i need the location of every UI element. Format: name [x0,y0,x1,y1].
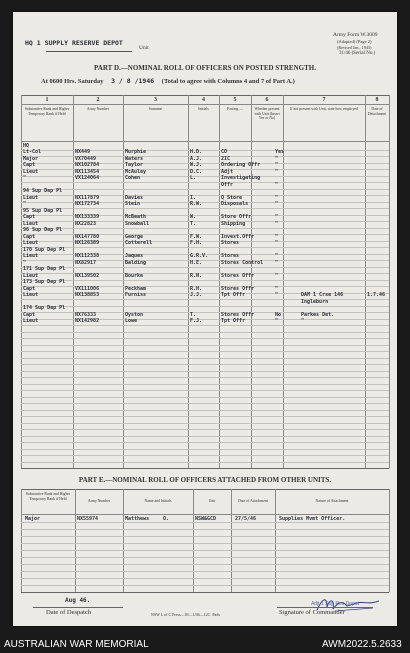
ruled-line [21,529,389,530]
unit-name: HQ 1 SUPPLY RESERVE DEPOT [25,39,123,47]
ruled-line [21,429,389,430]
table-cell-pres: " [275,285,279,292]
table-cell-pres: " [275,214,279,220]
column-number: 1 [45,97,49,103]
table-cell-date: 1.7.46 [367,292,386,298]
table-cell-rank: Capt [23,285,36,292]
table-cell-num: NX113454 [75,168,100,175]
header-bottom-rule [21,141,389,142]
part-e-column-header: Date of Attachment [238,499,268,503]
table-cell-post: Ordering Offr [221,162,261,168]
table-cell-init: H.E. [190,259,203,266]
table-cell-rank: 171 Sup Dep Pl [23,266,66,272]
table-cell-init: W. [190,214,197,220]
table-cell-date: 27/5/46 [235,516,257,522]
table-cell-init: I. [190,194,197,201]
part-e-bottom-rule [21,592,389,593]
table-cell-num: VX124064 [75,175,100,181]
table-cell-num: NX76333 [75,311,97,318]
commander-underline [277,607,373,608]
table-cell-init: W.J. [190,162,203,168]
table-cell-post: 2IC [221,155,231,162]
table-cell-pres: " [275,162,279,168]
table-cell-surname: Peckham [125,285,147,292]
table-cell-how: Parkes Det. [301,311,335,318]
ruled-line [21,358,389,359]
table-cell-rank: 96 Sup Dep Pl [23,227,63,233]
table-cell-post: Tpt Offr [221,292,246,298]
table-cell-surname: Murphie [125,149,147,155]
table-cell-num: VX70449 [75,155,97,162]
table-cell-how: DAM 1 Crse 146 [301,292,344,298]
despatch-label: Date of Despatch [46,609,92,616]
document-page [13,12,397,626]
table-cell-init: J.J. [190,292,203,298]
ruled-line [21,247,389,248]
table-cell-init: A.J. [190,155,203,162]
table-cell-pres: " [275,292,279,298]
table-cell-init: F.H. [190,240,203,246]
serial-number: 31/46 (Serial No.) [339,51,376,56]
table-cell-init: D.C. [190,168,203,175]
part-d-title: PART D.—NOMINAL ROLL OF OFFICERS ON POSTED STRENGTH. [94,64,316,72]
column-number: 3 [154,97,157,103]
part-e-column-rule [75,489,76,592]
table-cell-rank: Capt [23,214,36,220]
commander-label: Signature of Commander [279,609,345,616]
form-sub1: (Adapted) (Page 2) [337,39,372,44]
table-cell-surname: Oyston [125,311,144,318]
column-header: If not present with Unit, state how employed [290,107,358,111]
column-header: Surname [148,107,163,111]
table-cell-init: F.J. [190,318,203,324]
col-number-rule [21,104,389,105]
form-title: Army Form W.3009 [333,32,378,38]
table-cell-pres: " [275,240,279,246]
ruled-line [21,550,389,551]
table-cell-surname: McAuley [125,168,147,175]
table-cell-init: F.W. [190,233,203,240]
table-cell-num: NX126389 [75,240,100,246]
table-cell-surname: McBeath [125,214,147,220]
table-cell-post: Adjt [221,168,234,175]
ruled-line [21,410,389,411]
ruled-line [21,557,389,558]
ruled-line [21,416,389,417]
table-cell-init: T. [190,220,197,227]
archive-name: AUSTRALIAN WAR MEMORIAL [4,639,149,650]
ruled-line [21,332,389,333]
table-cell-surname: Cohen [125,175,141,181]
table-cell-surname: Davies [125,194,144,201]
part-e-column-header: Name and Initials [144,499,172,503]
table-cell-rank: Lt-Col [23,149,42,155]
ruled-line [21,436,389,437]
table-cell-post: Investigating [221,175,261,181]
table-cell-post: Stores Offr [221,272,255,279]
table-cell-surname: Furniss [125,292,147,298]
ruled-line [21,325,389,326]
table-cell-pres: " [275,194,279,201]
column-number: 6 [265,97,269,103]
table-cell-num: NX147780 [75,233,100,240]
table-cell-pres: No [275,311,282,318]
table-cell-rank: Lieut [23,240,39,246]
table-cell-num: NX22823 [75,220,97,227]
table-cell-init: R.H. [190,285,203,292]
ruled-line [21,578,389,579]
table-cell-post: Stores [221,253,240,259]
table-cell-surname: Balding [125,259,147,266]
table-cell-init: T. [190,311,197,318]
table-cell-rank: 94 Sup Dep Pl [23,188,63,194]
table-cell-rank: 170 Sup Dep Pl [23,246,66,253]
column-header: Substantive Rank and Higher Temporary Rank if Held [24,107,70,116]
ruled-line [21,189,389,190]
ruled-line [21,208,389,209]
ruled-line [21,449,389,450]
part-d-column-rule [389,95,390,468]
part-e-column-rule [193,489,194,592]
column-number: 5 [233,97,237,103]
report-date-line: At 0600 Hrs. Saturday 3 / 8 /1946 (Total to agree with Columns 4 and 7 of Part A.) [41,77,295,85]
part-e-column-header: Substantive Rank and Higher Temporary Rank if Held [25,492,71,501]
part-e-column-header: Army Number [87,499,111,503]
table-cell-pres: Yes [275,149,285,155]
ruled-line [21,403,389,404]
ruled-line [21,423,389,424]
table-cell-post: Disposals [221,201,249,207]
commander-stamp: Adjt 1 Sup Res Depot [310,601,360,607]
table-cell-post: Q Store [221,194,243,201]
table-cell-pres: " [275,201,279,207]
table-cell-nature: Supplies Mvmt Officer. [279,516,346,522]
table-cell-rank: Capt [23,162,36,168]
ruled-line [21,280,389,281]
ruled-line [21,455,389,456]
ruled-line [21,371,389,372]
ruled-line [21,543,389,544]
table-cell-rank: 95 Sup Dep Pl [23,207,63,214]
ruled-line [21,462,389,463]
part-e-column-rule [389,489,390,592]
table-cell-surname: Taylor [125,162,144,168]
archive-caption-bar [0,636,410,653]
ruled-line [21,571,389,572]
table-cell-num: VX111006 [75,285,100,292]
ruled-line [21,364,389,365]
column-number: 2 [96,97,100,103]
table-cell-unit: NSW&GCD [195,516,217,522]
table-cell-surname: Cotterell [125,240,153,246]
table-cell-pres: " [275,272,279,279]
table-cell-pres: " [275,220,279,227]
table-cell-pres: " [275,233,279,240]
column-header: Posting — [226,107,244,111]
table-cell-rank: Major [25,516,41,522]
table-cell-rank: Lieut [23,292,39,298]
part-e-column-header: Nature of Attachment [315,499,349,503]
unit-underline [46,51,132,52]
table-top-rule [21,95,389,96]
table-cell-init: R.W. [190,201,203,207]
table-cell-surname: Waters [125,155,144,162]
table-cell-rank: Lieut [23,253,39,259]
column-header: Army Number [86,107,110,111]
table-cell-rank: " [23,201,27,207]
table-cell-rank: " [23,259,27,266]
table-cell-num: NX138853 [75,292,100,298]
ruled-line [21,522,389,523]
part-e-column-header: Unit [208,499,216,503]
ruled-line [21,299,389,300]
table-cell-post: Invest.Offr [221,233,255,240]
table-cell-rank: Lieut [23,318,39,324]
table-cell-post: Offr [221,181,234,188]
part-e-column-rule [21,489,22,592]
part-e-column-rule [275,489,276,592]
column-number: 7 [322,97,326,103]
table-cell-surname: Lowe [125,318,138,324]
column-number: 8 [375,97,379,103]
part-e-header-rule [21,514,389,515]
ruled-line [21,267,389,268]
table-cell-rank: " [23,175,27,181]
report-date: 3 / 8 /1946 [111,77,155,85]
table-cell-post: Stores [221,240,240,246]
press-note: NSW L of C Press—39—1/46—12C. Pads [151,612,220,617]
table-cell-pres: " [275,318,279,324]
table-cell-num: NX102784 [75,162,100,168]
part-e-column-rule [231,489,232,592]
column-header: Initials [198,107,209,111]
ruled-line [21,390,389,391]
ruled-line [21,564,389,565]
table-cell-post: CO [221,149,228,155]
table-cell-name: Matthews [125,516,150,522]
table-cell-surname: George [125,233,144,240]
table-cell-pres: " [275,181,279,188]
table-cell-pres: " [275,253,279,259]
ruled-line [21,306,389,307]
table-cell-pres: " [275,155,279,162]
table-cell-num: NX133339 [75,214,100,220]
table-cell-rank: Capt [23,233,36,240]
column-header: Whether present with Unit (Insert Yes or No) [254,107,280,121]
table-cell-num: NX172734 [75,201,100,207]
table-cell-surname: Stein [125,201,141,207]
table-cell-pres: " [275,259,279,266]
table-cell-init: H.D. [190,149,203,155]
table-cell-init: L. [190,175,197,181]
part-e-column-rule [123,489,124,592]
ruled-line [21,377,389,378]
table-cell-num: NX449 [75,149,91,155]
despatch-underline [33,607,123,608]
table-cell-num: NX82917 [75,259,97,266]
ruled-line [21,182,389,183]
table-cell-post: Stores Control [221,259,264,266]
part-e-title: PART E.—NOMINAL ROLL OF OFFICERS ATTACHED FROM OTHER UNITS. [78,476,332,484]
table-cell-post: Tpt Offr [221,318,246,324]
table-cell-init: G.R.V. [190,253,209,259]
table-cell-num: NX112338 [75,253,100,259]
table-cell-how: " [301,318,305,324]
ruled-line [21,228,389,229]
table-cell-num: NX55974 [77,516,99,522]
table-cell-init: R.N. [190,272,203,279]
form-sub2: (Revised Jan., 1943) [337,45,372,50]
table-cell-rank: Lieut [23,220,39,227]
table-cell-rank: Lieut [23,194,39,201]
table-cell-pres: " [275,168,279,175]
ruled-line [21,338,389,339]
archive-accession: AWM2022.5.2633 [322,639,402,650]
table-cell-rank: 173 Sup Dep Pl [23,279,66,285]
table-cell-post: Store Offr [221,214,252,220]
ruled-line [21,384,389,385]
table-cell-rank: Capt [23,311,36,318]
table-cell-rank: Lieut [23,168,39,175]
table-cell-post: Stores Offr [221,285,255,292]
table-bottom-rule [21,468,389,469]
table-cell-init: O. [163,516,170,522]
ruled-line [21,585,389,586]
table-cell-surname: Bourke [125,272,144,279]
table-cell-how: Ingleburn [301,298,329,305]
table-cell-rank: HQ [23,142,30,149]
table-cell-surname: Jaques [125,253,144,259]
table-cell-surname: Snowball [125,220,150,227]
table-cell-num: NX142982 [75,318,100,324]
unit-label: Unit [139,45,149,51]
ruled-line [21,397,389,398]
part-e-top-rule [21,489,389,490]
table-cell-rank: 174 Sup Dep Pl [23,305,66,311]
despatch-date: Aug 46. [65,597,91,604]
table-cell-num: NX117879 [75,194,100,201]
table-cell-num: NX139502 [75,272,100,279]
ruled-line [21,345,389,346]
table-cell-rank: Lieut [23,272,39,279]
table-cell-post: Stores Offr [221,311,255,318]
column-number: 4 [202,97,205,103]
table-cell-post: Shipping [221,220,246,227]
ruled-line [21,536,389,537]
column-header: Date of Detachment [367,107,387,116]
table-cell-rank: Major [23,155,39,162]
ruled-line [21,442,389,443]
ruled-line [21,351,389,352]
